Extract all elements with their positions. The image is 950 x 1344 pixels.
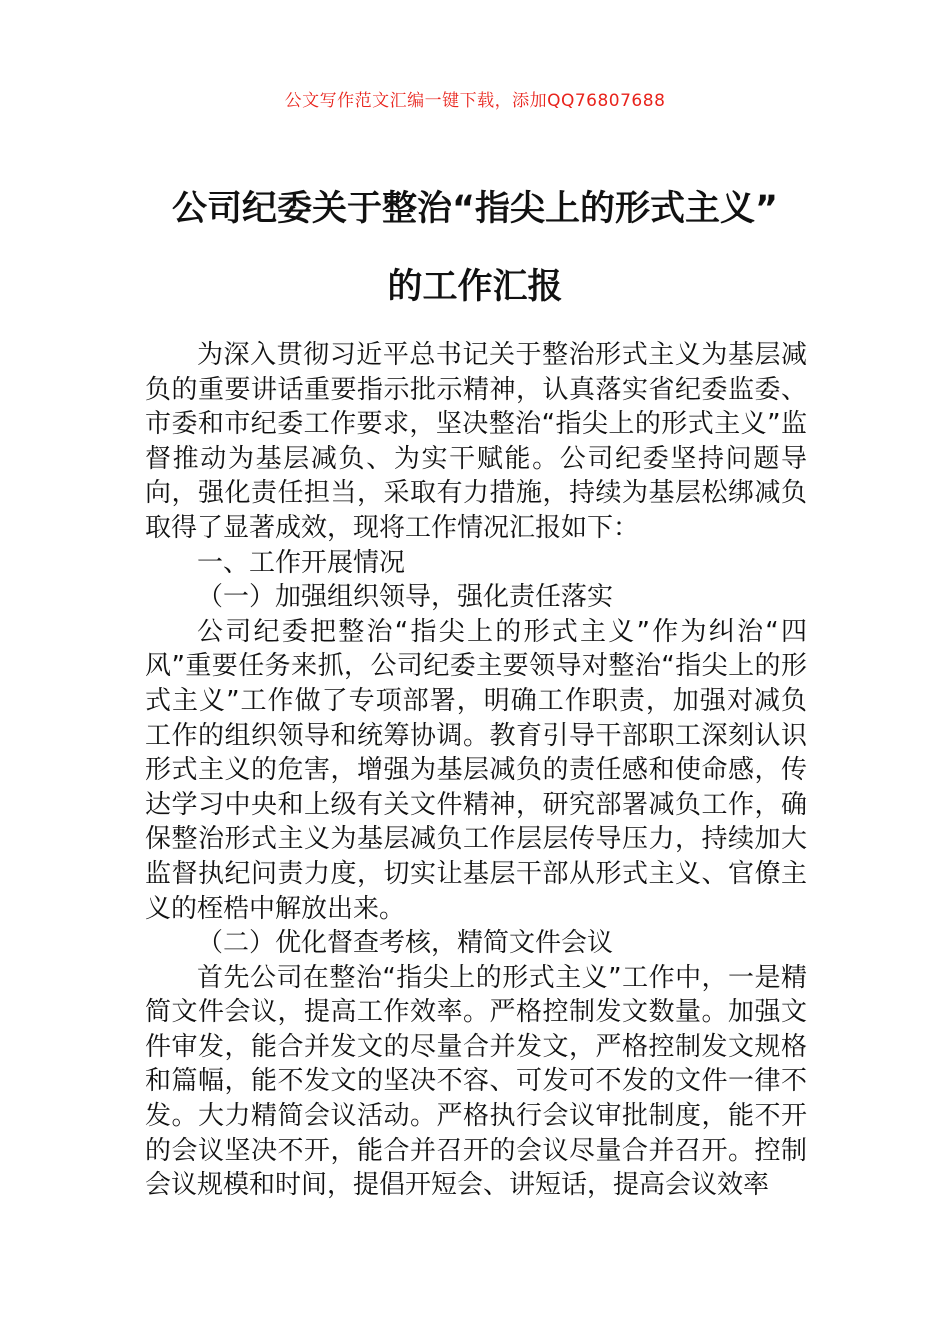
section-heading-work-status: 一、工作开展情况 [197,547,406,578]
document-body [145,338,807,1203]
download-promo-note: 公文写作范文汇编一键下载，添加QQ76807688 [284,91,666,111]
intro-paragraph: 为深入贯彻习近平总书记关于整治形式主义为基层减负的重要讲话重要指示批示精神，认真落实省纪委监委、市委和市纪委工作要求，坚决整治“指尖上的形式主义”监督推动为基层减负、为实干赋能。公司纪委坚持问题导向，强化责任担当，采取有力措施，持续为基层松绑减负取得了显著成效，现将工作情况汇报如下： [145,340,807,543]
subsection-1-paragraph: 公司纪委把整治“指尖上的形式主义”作为纠治“四风”重要任务来抓，公司纪委主要领导对整治“指尖上的形式主义”工作做了专项部署，明确工作职责，加强对减负工作的组织领导和统筹协调。教育引导干部职工深刻认识形式主义的危害，增强为基层减负的责任感和使命感，传达学习中央和上级有关文件精神，研究部署减负工作，确保整治形式主义为基层减负工作层层传导压力，持续加大监督执纪问责力度，切实让基层干部从形式主义、官僚主义的桎梏中解放出来。 [145,616,807,924]
document-title-line-2: 的工作汇报 [387,267,563,307]
document-title-line-1: 公司纪委关于整治“指尖上的形式主义” [171,189,778,229]
subsection-heading-1: （一）加强组织领导，强化责任落实 [197,582,614,613]
document-title [0,170,950,326]
subsection-heading-2: （二）优化督查考核，精简文件会议 [197,928,614,959]
subsection-2-paragraph: 首先公司在整治“指尖上的形式主义”工作中，一是精简文件会议，提高工作效率。严格控制发文数量。加强文件审发，能合并发文的尽量合并发文，严格控制发文规格和篇幅，能不发文的坚决不容、可发可不发的文件一律不发。大力精简会议活动。严格执行会议审批制度，能不开的会议坚决不开，能合并召开的会议尽量合并召开。控制会议规模和时间，提倡开短会、讲短话，提高会议效率 [145,962,807,1201]
